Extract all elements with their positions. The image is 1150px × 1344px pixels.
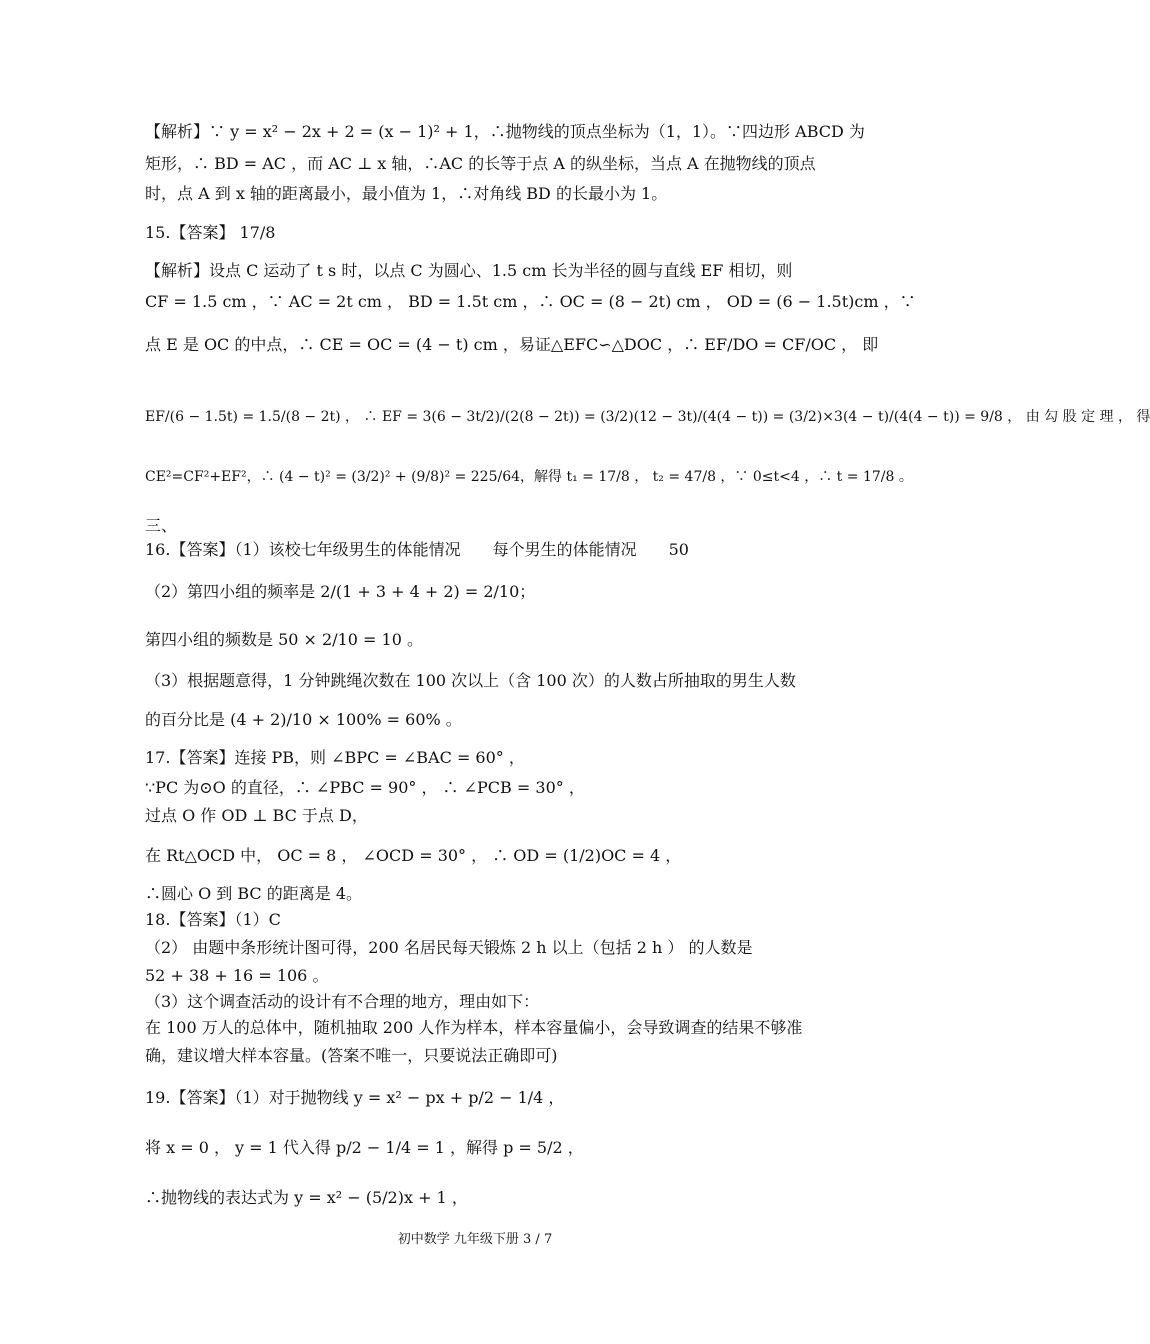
text-line-7: 点 E 是 OC 的中点，∴ CE = OC = (4 − t) cm ，易证△EFC∽△DOC ，∴ EF/DO = CF/OC ， 即 — [145, 335, 879, 354]
text-line-12: （2）第四小组的频率是 2/(1 + 3 + 4 + 2) = 2/10； — [145, 582, 536, 601]
text-line-23: 52 + 38 + 16 = 106 。 — [145, 966, 329, 985]
text-line-16: 17.【答案】连接 PB，则 ∠BPC = ∠BAC = 60° ， — [145, 748, 525, 767]
text-line-10: 三、 — [145, 516, 178, 535]
text-line-17: ∵PC 为⊙O 的直径，∴ ∠PBC = 90° ， ∴ ∠PCB = 30° ， — [145, 778, 585, 797]
text-line-27: 19.【答案】（1）对于抛物线 y = x² − px + p/2 − 1/4 ， — [145, 1088, 565, 1107]
text-line-8: EF/(6 − 1.5t) = 1.5/(8 − 2t) ， ∴ EF = 3(6 − 3t/2)/(2(8 − 2t)) = (3/2)(12 − 3t)/(4(4 − t)) = (3/2)×3(4 − t)/(4(4 − t)) = 9/8 ， 由 勾 股 定 理 ， 得 — [145, 409, 1150, 425]
text-line-13: 第四小组的频数是 50 × 2/10 = 10 。 — [145, 630, 423, 649]
text-line-25: 在 100 万人的总体中，随机抽取 200 人作为样本，样本容量偏小，会导致调查的结果不够准 — [145, 1018, 803, 1037]
text-line-9: CE²=CF²+EF²，∴ (4 − t)² = (3/2)² + (9/8)² = 225/64，解得 t₁ = 17/8 ， t₂ = 47/8 ，∵ 0≤t<4 ，∴ t = 17/8 。 — [145, 469, 913, 485]
text-line-24: （3）这个调查活动的设计有不合理的地方，理由如下： — [145, 992, 540, 1011]
text-line-15: 的百分比是 (4 + 2)/10 × 100% = 60% 。 — [145, 710, 462, 729]
text-line-6: CF = 1.5 cm ，∵ AC = 2t cm ， BD = 1.5t cm ，∴ OC = (8 − 2t) cm ， OD = (6 − 1.5t)cm ，∵ — [145, 292, 916, 311]
text-line-1: 【解析】∵ y = x² − 2x + 2 = (x − 1)² + 1，∴抛物线的顶点坐标为（1，1）。∵四边形 ABCD 为 — [145, 122, 865, 141]
text-line-21: 18.【答案】（1）C — [145, 910, 281, 929]
text-line-20: ∴圆心 O 到 BC 的距离是 4。 — [145, 884, 363, 903]
text-line-14: （3）根据题意得，1 分钟跳绳次数在 100 次以上（含 100 次）的人数占所抽取的男生人数 — [145, 671, 796, 690]
text-line-26: 确，建议增大样本容量。(答案不唯一，只要说法正确即可) — [145, 1046, 558, 1065]
text-line-19: 在 Rt△OCD 中， OC = 8 ， ∠OCD = 30° ， ∴ OD = (1/2)OC = 4 ， — [145, 846, 682, 865]
text-line-29: ∴抛物线的表达式为 y = x² − (5/2)x + 1 ， — [145, 1188, 468, 1207]
page-footer: 初中数学 九年级下册 3 / 7 — [397, 1232, 553, 1247]
text-line-2: 矩形，∴ BD = AC ，而 AC ⊥ x 轴，∴AC 的长等于点 A 的纵坐标，当点 A 在抛物线的顶点 — [145, 154, 816, 173]
text-line-5: 【解析】设点 C 运动了 t s 时，以点 C 为圆心、1.5 cm 长为半径的圆与直线 EF 相切，则 — [145, 261, 793, 280]
text-line-4: 15.【答案】 17/8 — [145, 223, 276, 242]
text-line-28: 将 x = 0 ， y = 1 代入得 p/2 − 1/4 = 1 ，解得 p = 5/2 ， — [145, 1138, 584, 1157]
text-line-11: 16.【答案】（1）该校七年级男生的体能情况 每个男生的体能情况 50 — [145, 540, 689, 559]
text-line-22: （2） 由题中条形统计图可得，200 名居民每天锻炼 2 h 以上（包括 2 h ） 的人数是 — [145, 938, 753, 957]
text-line-18: 过点 O 作 OD ⊥ BC 于点 D， — [145, 806, 368, 825]
text-line-3: 时，点 A 到 x 轴的距离最小，最小值为 1，∴对角线 BD 的长最小为 1。 — [145, 184, 668, 203]
